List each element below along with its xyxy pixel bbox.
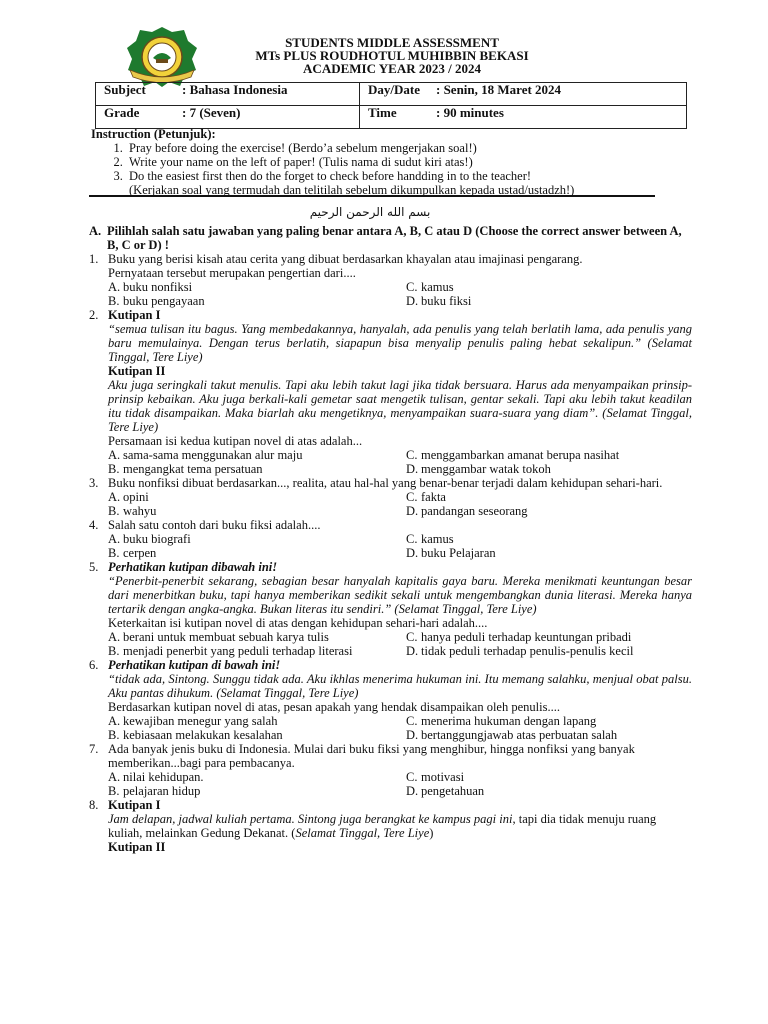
option-c[interactable]: C. motivasi [406,770,465,784]
option-b[interactable]: B. menjadi penerbit yang peduli terhadap literasi [108,644,353,658]
option-c[interactable]: C. menerima hukuman dengan lapang [406,714,597,728]
question-stem: Keterkaitan isi kutipan novel di atas dengan kehidupan sehari-hari adalah.... [108,616,488,630]
question-number: 6. [89,658,99,672]
options [108,280,692,308]
question-text: Buku yang berisi kisah atau cerita yang dibuat berdasarkan khayalan atau imajinasi pengarang. [108,252,583,266]
subject-label: Subject [104,82,146,97]
excerpt-title: Kutipan I [108,308,161,322]
option-b[interactable]: B. pelajaran hidup [108,784,201,798]
question-number: 7. [89,742,99,756]
options [108,532,692,560]
option-d[interactable]: D. tidak peduli terhadap penulis-penulis kecil [406,644,634,658]
section-letter: A. [89,224,102,238]
question-8 [89,798,692,854]
option-d[interactable]: D. buku fiksi [406,294,472,308]
option-d[interactable]: D. pengetahuan [406,784,485,798]
excerpt-text: “Penerbit-penerbit sekarang, sebagian besar hanyalah kapitalis gaya baru. Mereka menikmati keuntungan besar dari menerbitkan buku, tapi hanya memberikan sedikit sekali untuk mengembangkan dunia literasi. Mereka hanya tertarik dengan angka-angka. Bukan literas itu sendiri.” (Selamat Tinggal, Tere Liye) [108,574,692,616]
option-c[interactable]: C. menggambarkan amanat berupa nasihat [406,448,620,462]
option-d[interactable]: D. buku Pelajaran [406,546,496,560]
header-school: MTs PLUS ROUDHOTUL MUHIBBIN BEKASI [255,48,529,63]
question-number: 8. [89,798,99,812]
subject-value: : Bahasa Indonesia [182,82,288,97]
basmalah: بسم الله الرحمن الرحيم [309,205,431,219]
excerpt-text: Aku juga seringkali takut menulis. Tapi aku lebih takut lagi jika tidak bersuara. Harus ada menyampaikan prinsip-prinsip kebaikan. Aku juga berkali-kali gemetar saat mengetik tulisan, gentar sekali. Tapi aku lebih takut keadilan itu tidak disampaikan. Maka biarlah aku mengetiknya, menyampaikan suara-suara yang diam”. (Selamat Tinggal, Tere Liye) [108,378,692,434]
question-number: 3. [89,476,99,490]
option-c[interactable]: C. kamus [406,532,454,546]
excerpt-text: “tidak ada, Sintong. Sunggu tidak ada. Aku ikhlas menerima hukuman ini. Itu memang salahku, menjual obat palsu. Aku pantas dihukum. (Selamat Tinggal, Tere Liye) [108,672,692,700]
question-5 [89,560,692,658]
divider [89,195,655,197]
instruction-item [126,169,691,197]
question-6 [89,658,692,742]
option-a[interactable]: A. opini [108,490,149,504]
instruction-text: Do the easiest first then do the forget to check before handding in to the teacher! [129,169,532,183]
option-a[interactable]: A. sama-sama menggunakan alur maju [108,448,303,462]
excerpt-title: Kutipan I [108,798,161,812]
options [108,630,692,658]
question-3 [89,476,692,518]
excerpt-title: Kutipan II [108,840,166,854]
question-stem: Berdasarkan kutipan novel di atas, pesan apakah yang hendak disampaikan oleh penulis.... [108,700,560,714]
instructions [91,127,691,197]
question-stem: Pernyataan tersebut merupakan pengertian dari.... [108,266,356,280]
grade-label: Grade [104,105,140,120]
option-b[interactable]: B. cerpen [108,546,157,560]
instructions-list [91,141,691,197]
header-title: STUDENTS MIDDLE ASSESSMENT [285,35,499,50]
excerpt-text: Jam delapan, jadwal kuliah pertama. Sintong juga berangkat ke kampus pagi ini, tapi dia tidak menuju ruang kuliah, melainkan Gedung Dekanat. (Selamat Tinggal, Tere Liye) [108,812,657,840]
time-value: : 90 minutes [436,105,504,120]
instruction-subtext: (Kerjakan soal yang termudah dan telitilah sebelum dikumpulkan kepada ustad/ustadzh!) [129,183,575,197]
exam-header [200,36,584,75]
instruction-item: 1. Pray before doing the exercise! (Berdo’a sebelum mengerjakan soal!) [126,141,691,155]
day-label: Day/Date [368,82,420,97]
option-a[interactable]: A. buku biografi [108,532,191,546]
option-d[interactable]: D. menggambar watak tokoh [406,462,551,476]
excerpt-title: Kutipan II [108,364,166,378]
questions [89,224,692,854]
option-a[interactable]: A. berani untuk membuat sebuah karya tulis [108,630,329,644]
question-text: Ada banyak jenis buku di Indonesia. Mulai dari buku fiksi yang menghibur, hingga nonfiksi yang banyak memberikan...bagi para pembacanya. [108,742,635,770]
option-a[interactable]: A. nilai kehidupan. [108,770,204,784]
question-7 [89,742,692,798]
option-c[interactable]: C. kamus [406,280,454,294]
option-a[interactable]: A. buku nonfiksi [108,280,193,294]
section-text: Pilihlah salah satu jawaban yang paling benar antara A, B, C atau D (Choose the correct answer between A, B, C or D) ! [107,224,682,252]
option-b[interactable]: B. kebiasaan melakukan kesalahan [108,728,283,742]
question-stem: Persamaan isi kedua kutipan novel di atas adalah... [108,434,363,448]
option-d[interactable]: D. bertanggungjawab atas perbuatan salah [406,728,618,742]
question-text: Salah satu contoh dari buku fiksi adalah.... [108,518,321,532]
grade-value: : 7 (Seven) [182,105,241,120]
school-logo-icon [126,26,198,88]
instruction-item: 2. Write your name on the left of paper! (Tulis nama di sudut kiri atas!) [126,155,691,169]
question-4 [89,518,692,560]
option-c[interactable]: C. fakta [406,490,446,504]
option-a[interactable]: A. kewajiban menegur yang salah [108,714,278,728]
question-1 [89,252,692,308]
options [108,448,692,476]
question-number: 5. [89,560,99,574]
question-title: Perhatikan kutipan dibawah ini! [108,560,278,574]
question-number: 2. [89,308,99,322]
section-heading [89,224,692,252]
time-label: Time [368,105,397,120]
options [108,490,692,518]
excerpt-text: “semua tulisan itu bagus. Yang membedakannya, hanyalah, ada penulis yang telah berlatih lama, ada penulis yang baru memulainya. Dengan terus berlatih, siapapun bisa menyalip penulis paling hebat sekalipun.” (Selamat Tinggal, Tere Liye) [108,322,692,364]
option-b[interactable]: B. mengangkat tema persatuan [108,462,263,476]
exam-info-table [95,82,687,129]
option-b[interactable]: B. buku pengayaan [108,294,205,308]
question-number: 4. [89,518,99,532]
options [108,714,692,742]
instructions-title: Instruction (Petunjuk): [91,127,216,141]
question-title: Perhatikan kutipan di bawah ini! [108,658,281,672]
question-text: Buku nonfiksi dibuat berdasarkan..., realita, atau hal-hal yang benar-benar terjadi dalam kehidupan sehari-hari. [108,476,663,490]
question-number: 1. [89,252,99,266]
question-2 [89,308,692,476]
options [108,770,692,798]
option-d[interactable]: D. pandangan seseorang [406,504,528,518]
option-b[interactable]: B. wahyu [108,504,157,518]
option-c[interactable]: C. hanya peduli terhadap keuntungan pribadi [406,630,632,644]
header-year: ACADEMIC YEAR 2023 / 2024 [303,61,481,76]
day-value: : Senin, 18 Maret 2024 [436,82,562,97]
